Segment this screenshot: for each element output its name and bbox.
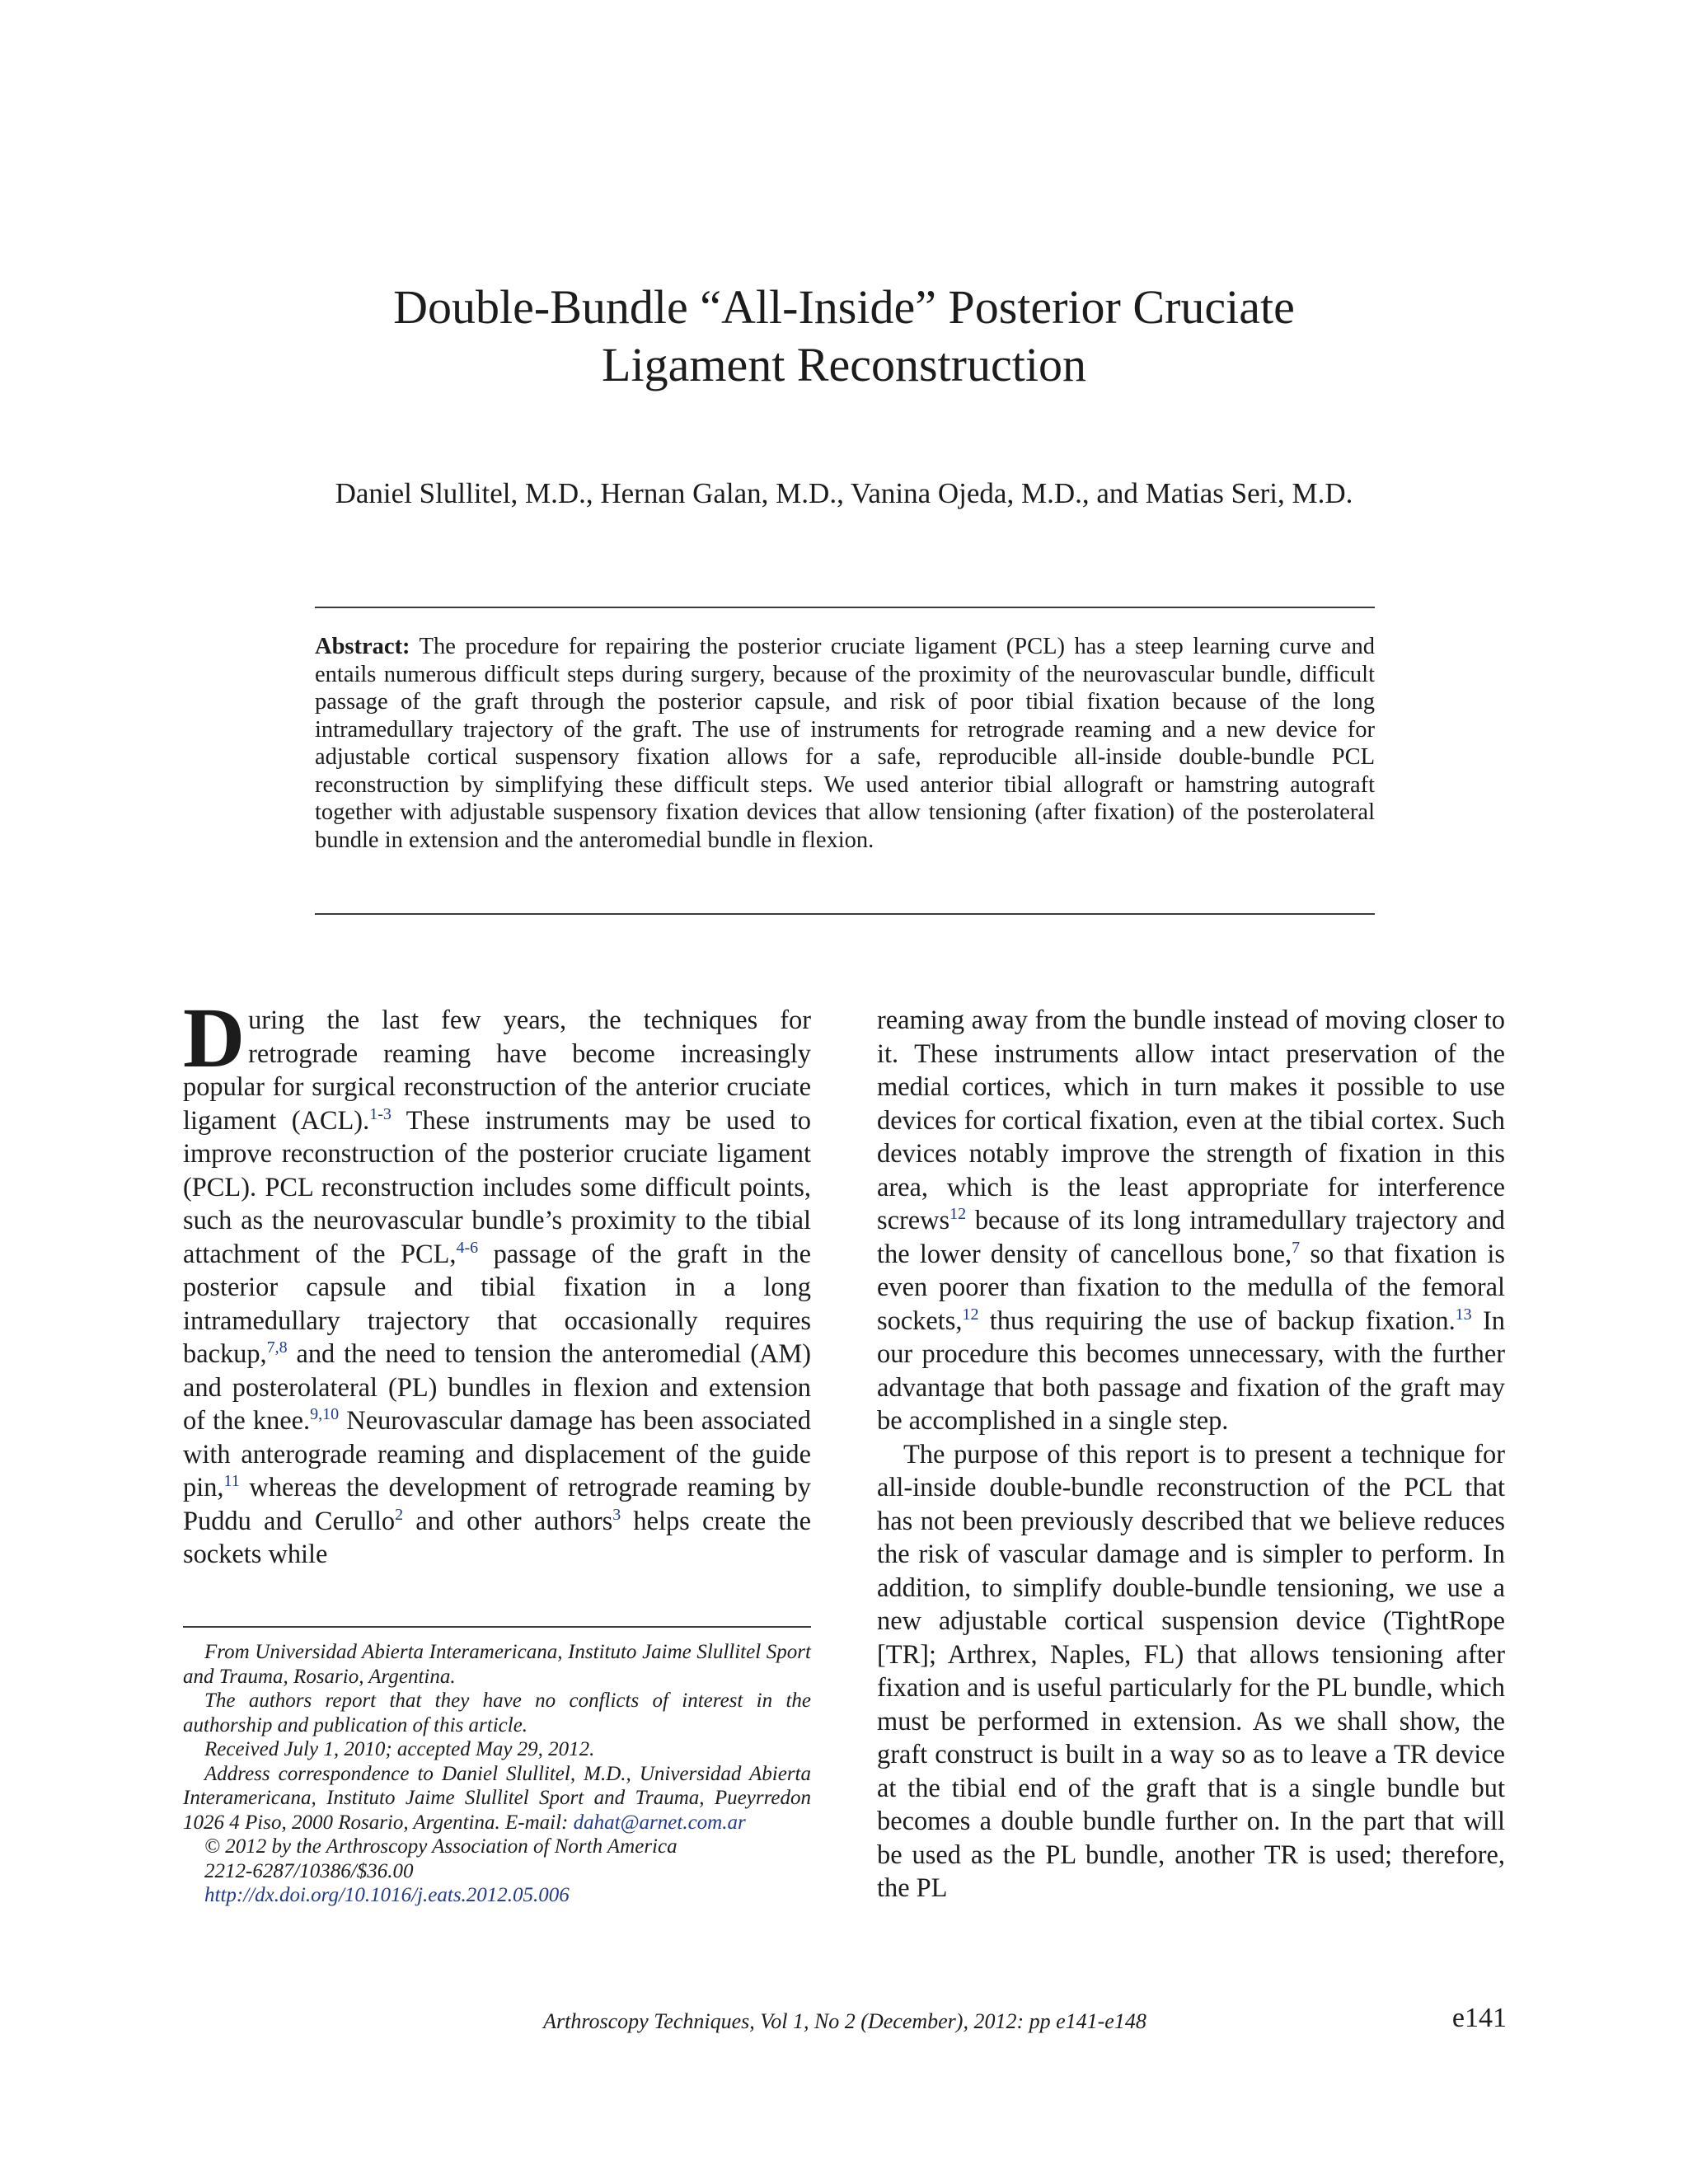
body-text: and other authors xyxy=(403,1506,613,1536)
footnote-address xyxy=(183,1762,811,1835)
citation-ref[interactable]: 2 xyxy=(395,1505,404,1524)
drop-cap: D xyxy=(183,991,246,1085)
body-column-left xyxy=(183,991,812,1572)
abstract-label: Abstract: xyxy=(315,634,410,659)
body-text: because of its long intramedullary trajectory and the lower density of cancellous bone, xyxy=(877,1206,1505,1269)
footnotes xyxy=(183,1640,811,1908)
journal-citation: Arthroscopy Techniques, Vol 1, No 2 (December), 2012: pp e141-e148 xyxy=(543,2009,1146,2033)
body-text: In our procedure this becomes unnecessary, with the further advantage that both passage and fixation of the graft may be accomplished in a single step. xyxy=(877,1305,1505,1436)
citation-ref[interactable]: 11 xyxy=(223,1472,240,1490)
body-text-continued: helps create the sockets while xyxy=(183,1506,811,1569)
body-paragraph-1 xyxy=(183,991,812,1572)
footnote-received: Received July 1, 2010; accepted May 29, 2012. xyxy=(204,1738,595,1760)
body-text: These instruments may be used to improve reconstruction of the posterior cruciate ligament (PCL). PCL reconstruction includes some difficult points, such as the neurovascular bundle’s proximity to the tibial attachment of the PCL, xyxy=(183,1105,811,1269)
article-title xyxy=(185,279,1503,393)
citation-ref[interactable]: 1-3 xyxy=(369,1104,392,1123)
body-paragraph-1-continued xyxy=(877,1004,1505,1438)
footnote-affiliation: From Universidad Abierta Interamericana, Instituto Jaime Slullitel Sport and Trauma, Rosario, Argentina. xyxy=(183,1641,811,1688)
citation-ref[interactable]: 7 xyxy=(1292,1238,1301,1257)
body-text: passage of the graft in the posterior capsule and tibial fixation in a long intramedullary trajectory that occasionally requires backup, xyxy=(183,1239,812,1369)
footnote-copyright: © 2012 by the Arthroscopy Association of North America xyxy=(204,1835,678,1858)
page-number: e141 xyxy=(1451,2003,1507,2033)
body-column-right xyxy=(877,1004,1505,1905)
footnote-issn: 2212-6287/10386/$36.00 xyxy=(204,1859,414,1882)
footnote-rule xyxy=(183,1626,811,1628)
body-paragraph-2: The purpose of this report is to present a technique for all-inside double-bundle reconstruction of the PCL that has not been previously described that we believe reduces the risk of vascular damage and is simpler to perform. In addition, to simplify double-bundle tensioning, we use a new adjustable cortical suspension device (TightRope [TR]; Arthrex, Naples, FL) that allows tensioning after fixation and is useful particularly for the PL bundle, which must be performed in extension. As we shall show, the graft construct is built in a way so as to leave a TR device at the tibial end of the graft that is a single bundle but becomes a double bundle further on. In the part that will be used as the PL bundle, another TR is used; therefore, the PL xyxy=(877,1439,1505,1903)
body-text: Neurovascular damage has been associated with anterograde reaming and displacement of the guide pin, xyxy=(183,1406,811,1502)
body-text: thus requiring the use of backup fixation. xyxy=(978,1305,1456,1336)
citation-ref[interactable]: 4-6 xyxy=(456,1238,479,1257)
citation-ref[interactable]: 13 xyxy=(1455,1305,1472,1324)
body-text: uring the last few years, the techniques for retrograde reaming have become increasingly popular for surgical reconstruction of the anterior cruciate ligament (ACL). xyxy=(183,1005,811,1136)
footnote-conflicts: The authors report that they have no conflicts of interest in the authorship and publication of this article. xyxy=(183,1690,811,1736)
abstract-text: The procedure for repairing the posterior cruciate ligament (PCL) has a steep learning curve and entails numerous difficult steps during surgery, because of the proximity of the neurovascular bundle, difficult passage of the graft through the posterior capsule, and risk of poor tibial fixation because of the long intramedullary trajectory of the graft. The use of instruments for retrograde reaming and a new device for adjustable cortical suspensory fixation allows for a safe, reproducible all-inside double-bundle PCL reconstruction by simplifying these difficult steps. We used anterior tibial allograft or hamstring autograft together with adjustable suspensory fixation devices that allow tensioning (after fixation) of the posterolateral bundle in extension and the anteromedial bundle in flexion. xyxy=(315,634,1375,853)
citation-ref[interactable]: 7,8 xyxy=(266,1338,288,1357)
body-text: and the need to tension the anteromedial (AM) and posterolateral (PL) bundles in flexion and extension of the knee. xyxy=(183,1339,811,1436)
citation-ref[interactable]: 3 xyxy=(612,1505,621,1524)
citation-ref[interactable]: 12 xyxy=(962,1305,979,1324)
citation-ref[interactable]: 9,10 xyxy=(310,1405,340,1423)
abstract-top-rule xyxy=(315,607,1375,608)
body-text: whereas the development of retrograde reaming by Puddu and Cerullo xyxy=(183,1473,811,1536)
footnote-address-text: Address correspondence to Daniel Slullitel, M.D., Universidad Abierta Interamericana, Instituto Jaime Slullitel Sport and Trauma, Pueyrredon 1026 4 Piso, 2000 Rosario, Argentina. E-mail: xyxy=(183,1762,811,1834)
body-text: so that fixation is even poorer than fixation to the medulla of the femoral sockets, xyxy=(877,1239,1505,1336)
citation-ref[interactable]: 12 xyxy=(950,1205,967,1223)
email-link[interactable]: dahat@arnet.com.ar xyxy=(573,1811,746,1834)
title-line-2: Ligament Reconstruction xyxy=(602,337,1086,391)
title-line-1: Double-Bundle “All-Inside” Posterior Cruciate xyxy=(393,280,1295,334)
body-text: reaming away from the bundle instead of moving closer to it. These instruments allow intact preservation of the medial cortices, which in turn makes it possible to use devices for cortical fixation, even at the tibial cortex. Such devices notably improve the strength of fixation in this area, which is the least appropriate for interference screws xyxy=(877,1005,1505,1235)
abstract-bottom-rule xyxy=(315,913,1375,915)
abstract xyxy=(315,633,1375,854)
author-list: Daniel Slullitel, M.D., Hernan Galan, M.D., Vanina Ojeda, M.D., and Matias Seri, M.D. xyxy=(335,477,1353,509)
doi-link[interactable]: http://dx.doi.org/10.1016/j.eats.2012.05.006 xyxy=(204,1884,570,1906)
